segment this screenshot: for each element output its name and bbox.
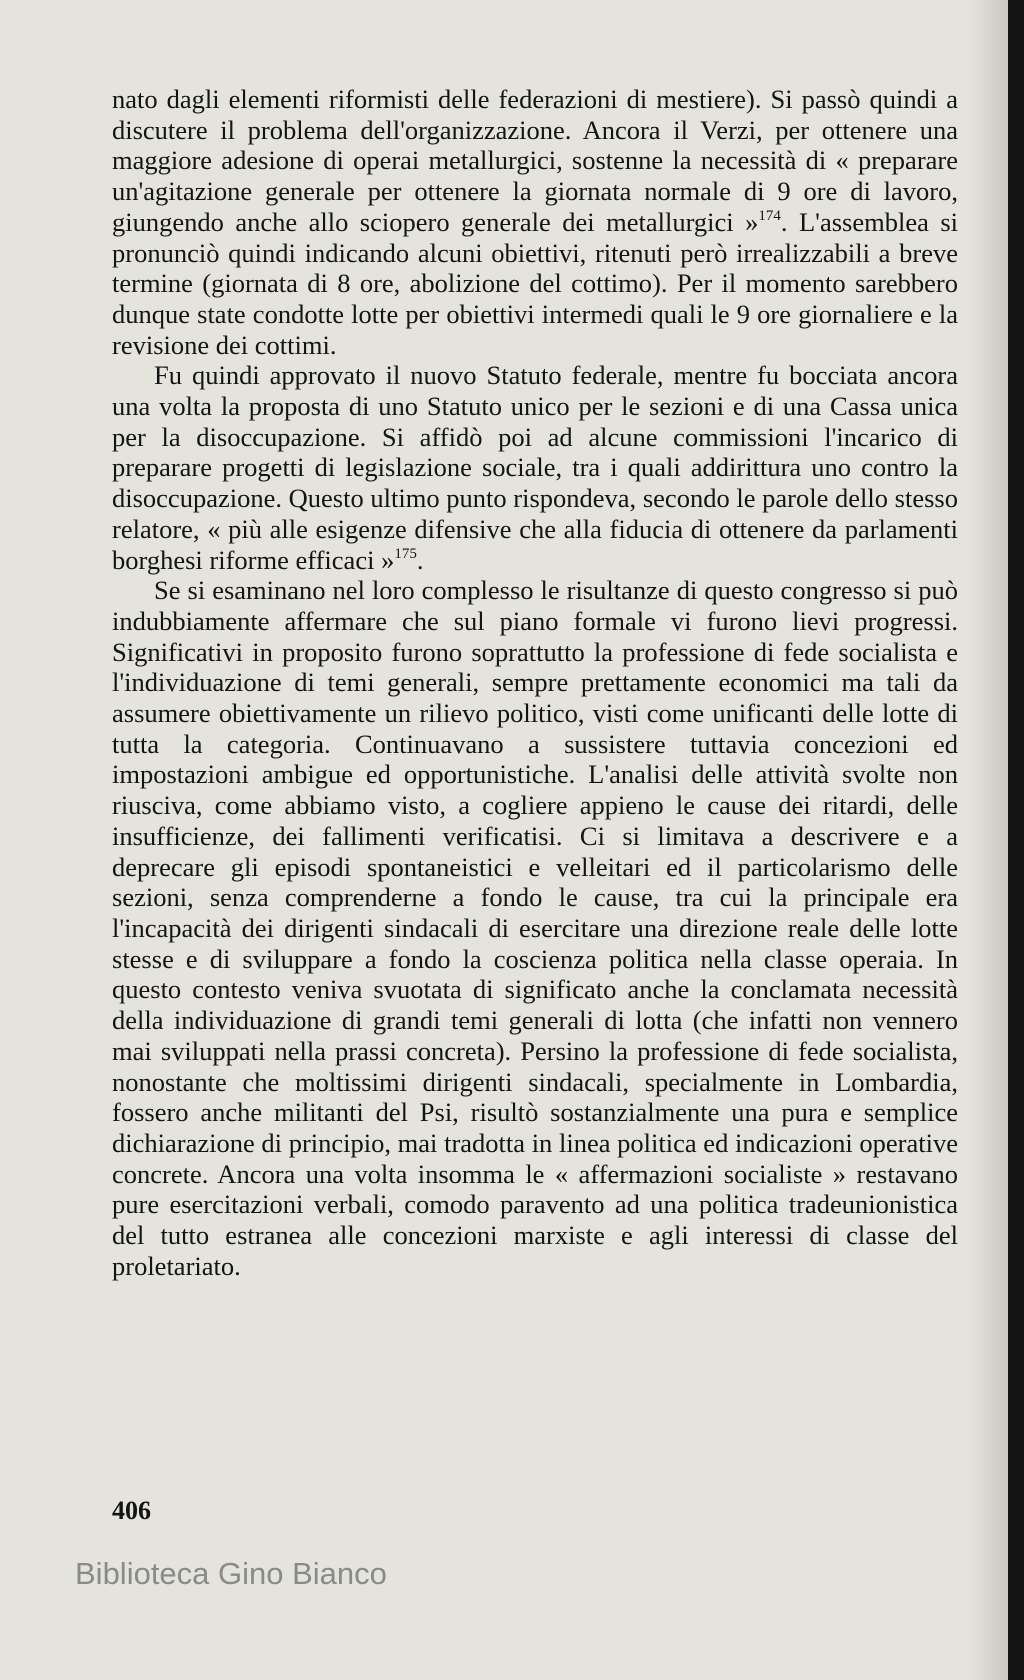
paragraph-2 — [112, 360, 958, 575]
paragraph-3: Se si esaminano nel loro complesso le risultanze di questo congresso si può indubbiamente affermare che sul piano formale vi furono lievi progressi. Significativi in proposito furono soprattutto la professione di fede socialista e l'individuazione di temi generali, sempre prettamente economici ma tali da assumere obiettivamente un rilievo politico, visti come unificanti delle lotte di tutta la categoria. Continuavano a sussistere tuttavia concezioni ed impostazioni ambigue ed opportunistiche. L'analisi delle attività svolte non riusciva, come abbiamo visto, a cogliere appieno le cause dei ritardi, delle insufficienze, dei fallimenti verificatisi. Ci si limitava a descrivere e a deprecare gli episodi spontaneistici e velleitari ed il particolarismo delle sezioni, senza comprenderne a fondo le cause, tra cui la principale era l'incapacità dei dirigenti sindacali di esercitare una direzione reale delle lotte stesse e di sviluppare a fondo la coscienza politica nella classe operaia. In questo contesto veniva svuotata di significato anche la conclamata necessità della individuazione di grandi temi generali di lotta (che infatti non vennero mai sviluppati nella prassi concreta). Persino la professione di fede socialista, nonostante che moltissimi dirigenti sindacali, specialmente in Lombardia, fossero anche militanti del Psi, risultò sostanzialmente una pura e semplice dichiarazione di principio, mai tradotta in linea politica ed indicazioni operative concrete. Ancora una volta insomma le « affermazioni socialiste » restavano pure esercitazioni verbali, comodo paravento ad una politica tradeunionistica del tutto estranea alle concezioni marxiste e agli interessi di classe del proletariato. — [112, 575, 958, 1281]
page-number: 406 — [112, 1496, 151, 1525]
paragraph-2-text-b: . — [416, 544, 424, 575]
paragraph-1 — [112, 84, 958, 360]
footnote-ref-174: 174 — [758, 207, 781, 224]
page-edge-shadow — [968, 0, 1008, 1680]
paragraph-2-text-a: Fu quindi approvato il nuovo Statuto federale, mentre fu bocciata ancora una volta la proposta di uno Statuto unico per le sezioni e di una Cassa unica per la disoccupazione. Si affidò poi ad alcune commissioni l'incarico di preparare progetti di legislazione sociale, tra i quali addirittura uno contro la disoccupazione. Questo ultimo punto rispondeva, secondo le parole dello stesso relatore, « più alle esigenze difensive che alla fiducia di ottenere da parlamenti borghesi riforme efficaci » — [112, 360, 958, 575]
paragraph-1-text-b: . L'assemblea si pronunciò quindi indicando alcuni obiettivi, ritenuti però irrealizzabili a breve termine (giornata di 8 ore, abolizione del cottimo). Per il momento sarebbero dunque state condotte lotte per obiettivi intermedi quali le 9 ore giornaliere e la revisione dei cottimi. — [112, 206, 958, 360]
library-watermark: Biblioteca Gino Bianco — [75, 1556, 387, 1591]
scan-border — [1008, 0, 1024, 1680]
body-text — [112, 84, 958, 1281]
paragraph-1-text-a: nato dagli elementi riformisti delle federazioni di mestiere). Si passò quindi a discutere il problema dell'organizzazione. Ancora il Verzi, per ottenere una maggiore adesione di operai metallurgici, sostenne la necessità di « preparare un'agitazione generale per ottenere la giornata normale di 9 ore di lavoro, giungendo anche allo sciopero generale dei metallurgici » — [112, 84, 958, 237]
footnote-ref-175: 175 — [394, 545, 417, 562]
